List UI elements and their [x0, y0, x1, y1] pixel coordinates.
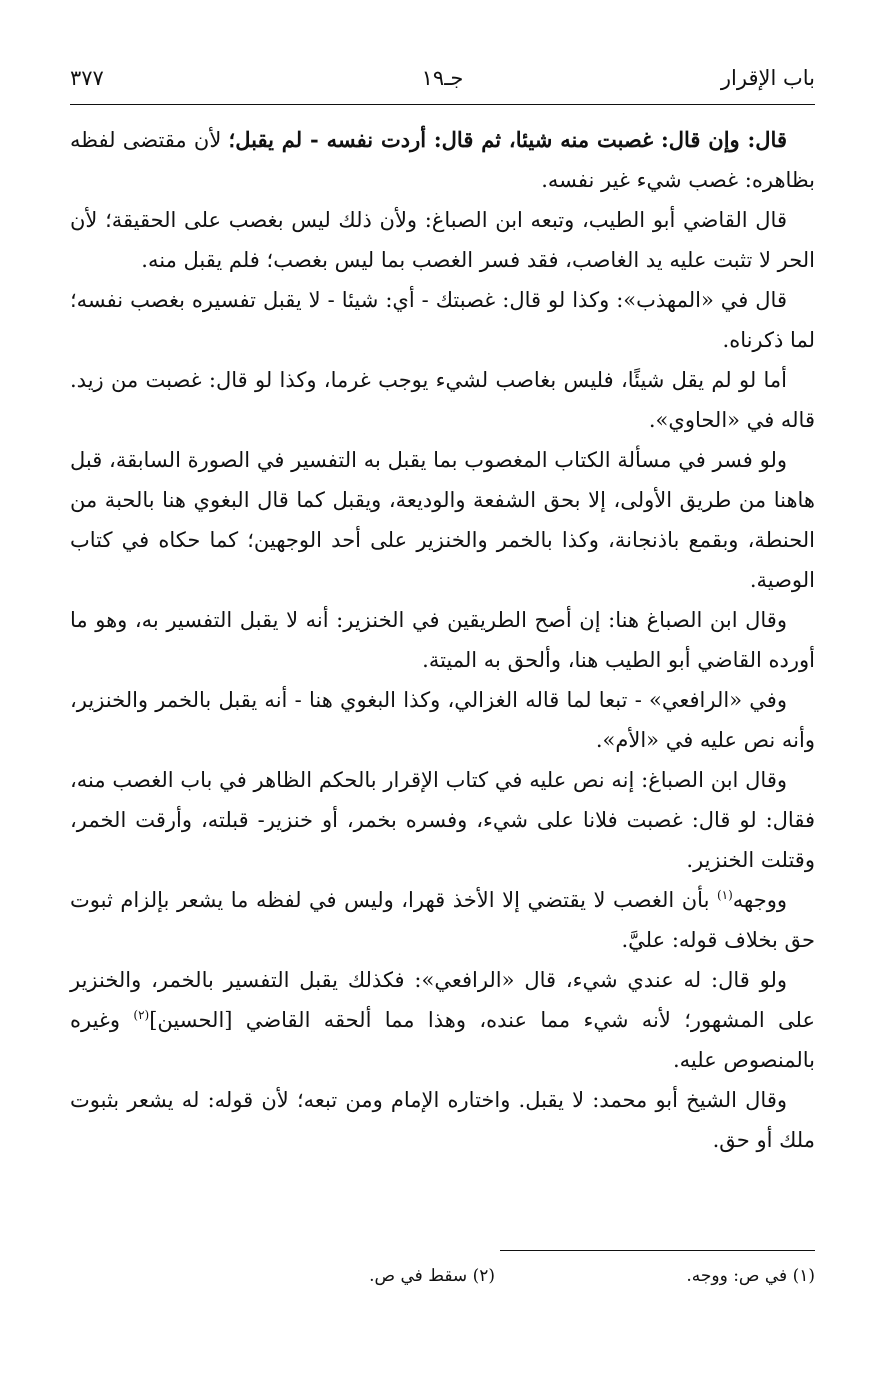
paragraph-text-cont: وغيره بالمنصوص عليه. — [70, 1008, 815, 1072]
footnotes — [70, 1266, 815, 1296]
paragraph-lead: قال: وإن قال: غصبت منه شيئا، ثم قال: أردت نفسه - لم يقبل؛ — [228, 127, 787, 152]
paragraph-10 — [70, 960, 815, 1080]
chapter-title: باب الإقرار — [720, 66, 815, 90]
paragraph-3: قال في «المهذب»: وكذا لو قال: غصبتك - أي: شيئا - لا يقبل تفسيره بغصب نفسه؛ لما ذكرناه. — [70, 288, 815, 352]
paragraph-text: ولو قال: له عندي شيء، قال «الرافعي»: فكذلك يقبل التفسير بالخمر، والخنزير على المشهور؛ لأنه شيء مما عنده، وهذا مما ألحقه القاضي [الحسين] — [70, 968, 815, 1032]
footnote-1: (١) في ص: ووجه. — [686, 1266, 815, 1286]
main-text — [70, 120, 815, 1160]
paragraph-text: لأن مقتضى لفظه بظاهره: غصب شيء غير نفسه. — [70, 128, 815, 192]
paragraph-1 — [70, 120, 815, 200]
paragraph-7: وفي «الرافعي» - تبعا لما قاله الغزالي، وكذا البغوي هنا - أنه يقبل بالخمر والخنزير، وأنه نص عليه في «الأم». — [70, 688, 815, 752]
paragraph-9 — [70, 880, 815, 960]
footnote-2: (٢) سقط في ص. — [369, 1266, 495, 1286]
paragraph-text-cont: بأن الغصب لا يقتضي إلا الأخذ قهرا، وليس في لفظه ما يشعر بإلزام ثبوت حق بخلاف قوله: عليَّ. — [70, 888, 815, 952]
footnote-marker: (١) — [716, 888, 733, 902]
paragraph-5: ولو فسر في مسألة الكتاب المغصوب بما يقبل به التفسير في الصورة السابقة، قبل هاهنا من طريق الأولى، إلا بحق الشفعة والوديعة، ويقبل كما قال البغوي هنا بالحبة من الحنطة، وبقمع باذنجانة، وكذا بالخمر والخنزير على أحد الوجهين؛ كما حكاه في كتاب الوصية. — [70, 448, 815, 592]
header-rule — [70, 104, 815, 105]
volume-number: جـ١٩ — [421, 66, 464, 90]
paragraph-2: قال القاضي أبو الطيب، وتبعه ابن الصباغ: ولأن ذلك ليس بغصب على الحقيقة؛ لأن الحر لا تثبت عليه يد الغاصب، فقد فسر الغصب بما ليس بغصب؛ فلم يقبل منه. — [70, 208, 815, 272]
footnote-rule — [500, 1250, 815, 1251]
page-number: ٣٧٧ — [70, 66, 104, 90]
paragraph-8: وقال ابن الصباغ: إنه نص عليه في كتاب الإقرار بالحكم الظاهر في باب الغصب منه، فقال: لو قال: غصبت فلانا على شيء، وفسره بخمر، أو خنزير- قبلته، وأرقت الخمر، وقتلت الخنزير. — [70, 768, 815, 872]
running-header — [70, 66, 815, 100]
paragraph-text: ووجهه — [732, 888, 787, 912]
footnote-marker: (٢) — [133, 1008, 150, 1022]
paragraph-4: أما لو لم يقل شيئًا، فليس بغاصب لشيء يوجب غرما، وكذا لو قال: غصبت من زيد. قاله في «الحاوي». — [70, 368, 815, 432]
paragraph-11: وقال الشيخ أبو محمد: لا يقبل. واختاره الإمام ومن تبعه؛ لأن قوله: له يشعر بثبوت ملك أو حق. — [70, 1088, 815, 1152]
paragraph-6: وقال ابن الصباغ هنا: إن أصح الطريقين في الخنزير: أنه لا يقبل التفسير به، وهو ما أورده القاضي أبو الطيب هنا، وألحق به الميتة. — [70, 608, 815, 672]
